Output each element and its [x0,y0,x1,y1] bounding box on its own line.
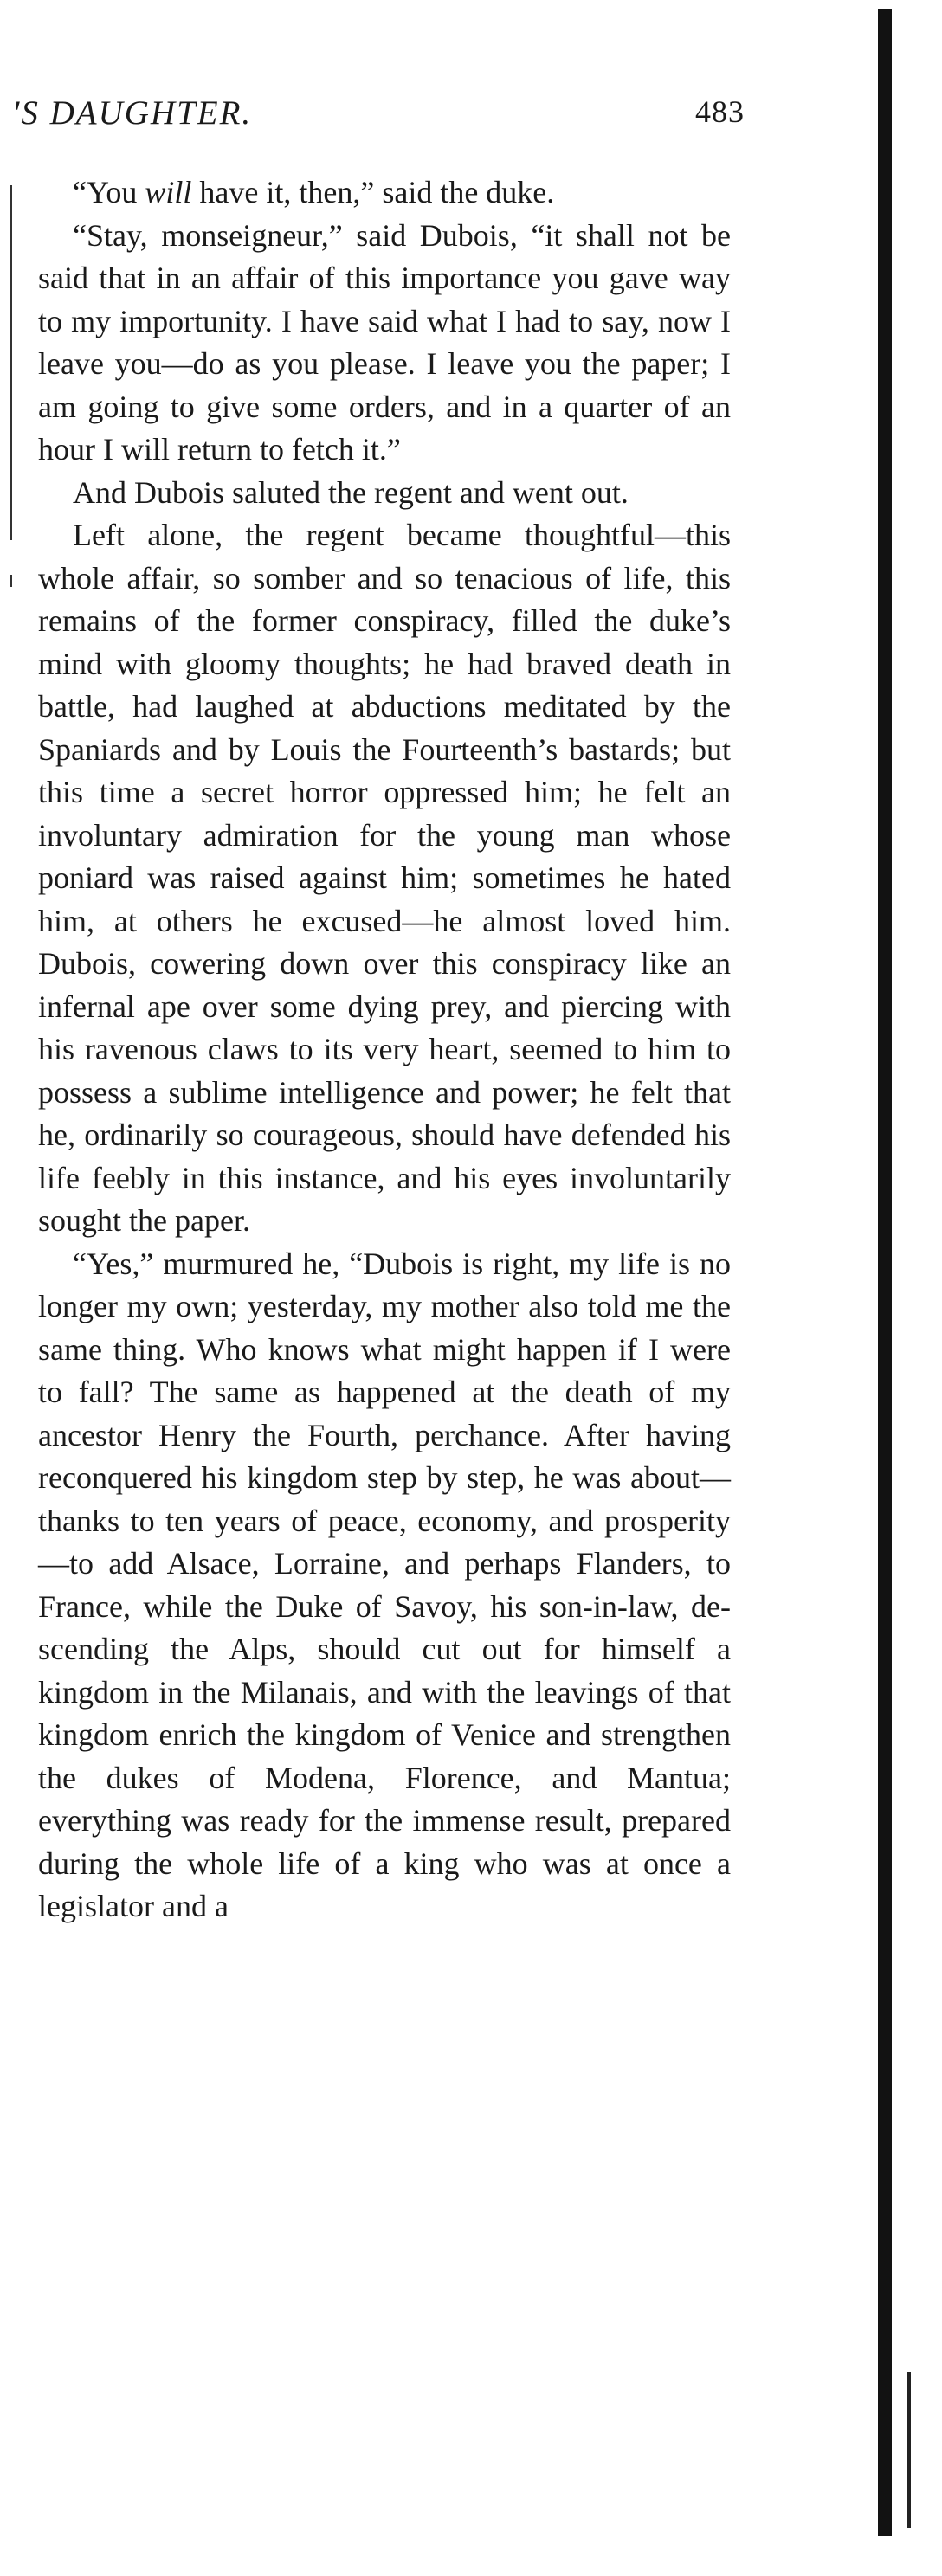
running-head: 'S DAUGHTER. [12,94,253,132]
margin-rule [10,185,12,540]
body-text [38,171,731,1929]
paragraph: Left alone, the regent became thoughtful—this whole affair, so somber and so tenacious of life, this remains of the former conspiracy, filled the duke’s mind with gloomy thoughts; he had braved death in battle, had laughed at abductions meditated by the Spaniards and by Louis the Fourteenth’s bastards; but this time a secret horror oppressed him; he felt an involuntary admiration for the young man whose poniard was raised against him; sometimes he hated him, at others he excused—he almost loved him. Dubois, cowering down over this conspiracy like an infernal ape over some dying prey, and piercing with his ravenous claws to its very heart, seemed to him to possess a sublime intelligence and power; he felt that he, ordinarily so courageous, should have defended his life feebly in this instance, and his eyes involuntarily sought the paper. [38,518,731,1238]
page-number: 483 [695,94,745,129]
paragraph: And Dubois saluted the regent and went out. [73,474,629,510]
book-binding-edge [878,9,892,2536]
paragraph: “Yes,” murmured he, “Dubois is right, my life is no longer my own; yesterday, my mother also told me the same thing. Who knows what might happen if I were to fall? The same as happened at the death of my ancestor Henry the Fourth, perchance. After having reconquered his kingdom step by step, he was about—thanks to ten years of peace, economy, and prosperity—to add Alsace, Lorraine, and perhaps Flanders, to France, while the Duke of Savoy, his son-in-law, descending the Alps, should cut out for himself a kingdom in the Milanais, and with the leavings of that kingdom enrich the kingdom of Venice and strengthen the dukes of Modena, Florence, and Mantua; everything was ready for the immense result, prepared during the whole life of a king who was at once a legislator and a [38,1246,731,1923]
paragraph: “Stay, monseigneur,” said Dubois, “it shall not be said that in an affair of this importance you gave way to my importunity. I have said what I had to say, now I leave you—do as you please. I leave you the paper; I am going to give some orders, and in a quarter of an hour I will return to fetch it.” [38,217,731,467]
emphasized-word: will [145,175,192,209]
page-header [12,85,745,137]
book-binding-edge-lower [907,2372,911,2528]
margin-tick [10,575,12,587]
paragraph: “You will have it, then,” said the duke. [73,175,555,209]
